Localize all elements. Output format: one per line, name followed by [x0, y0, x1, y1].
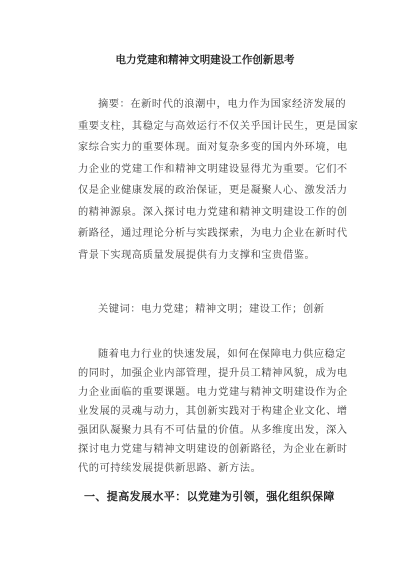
abstract-line: 新路径，通过理论分析与实践探索，为电力企业在新时代: [78, 228, 348, 239]
abstract-line: 家综合实力的重要体现。面对复杂多变的国内外环境，电: [78, 142, 348, 153]
intro-line: 的同时，加强企业内部管理，提升员工精神风貌，成为电: [78, 368, 348, 379]
intro-line: 随着电力行业的快速发展，如何在保障电力供应稳定: [98, 349, 347, 360]
keywords-line: 关键词：电力党建；精神文明；建设工作；创新: [98, 304, 325, 315]
abstract-line: 背景下实现高质量发展提供有力支撑和宝贵借鉴。: [78, 249, 316, 261]
intro-line: 代的可持续发展提供新思路、新方法。: [78, 463, 262, 474]
section-heading: 一、提高发展水平：以党建为引领，强化组织保障: [84, 490, 335, 503]
abstract-line: 力企业的党建工作和精神文明建设显得尤为重要。它们不: [78, 163, 348, 175]
abstract-line: 的精神源泉。深入探讨电力党建和精神文明建设工作的创: [78, 206, 348, 218]
intro-line: 探讨电力党建与精神文明建设的创新路径，为企业在新时: [78, 444, 348, 455]
abstract-line: 重要支柱，其稳定与高效运行不仅关乎国计民生，更是国家: [78, 120, 359, 132]
intro-line: 业发展的灵魂与动力，其创新实践对于构建企业文化、增: [78, 406, 348, 417]
document-title: 电力党建和精神文明建设工作创新思考: [115, 54, 295, 66]
abstract-line: 仅是企业健康发展的政治保证，更是凝聚人心、激发活力: [78, 185, 348, 196]
intro-line: 强团队凝聚力具有不可估量的价值。从多维度出发，深入: [78, 425, 348, 436]
abstract-line: 摘要：在新时代的浪潮中，电力作为国家经济发展的: [98, 99, 347, 110]
intro-line: 力企业面临的重要课题。电力党建与精神文明建设作为企: [78, 387, 348, 398]
